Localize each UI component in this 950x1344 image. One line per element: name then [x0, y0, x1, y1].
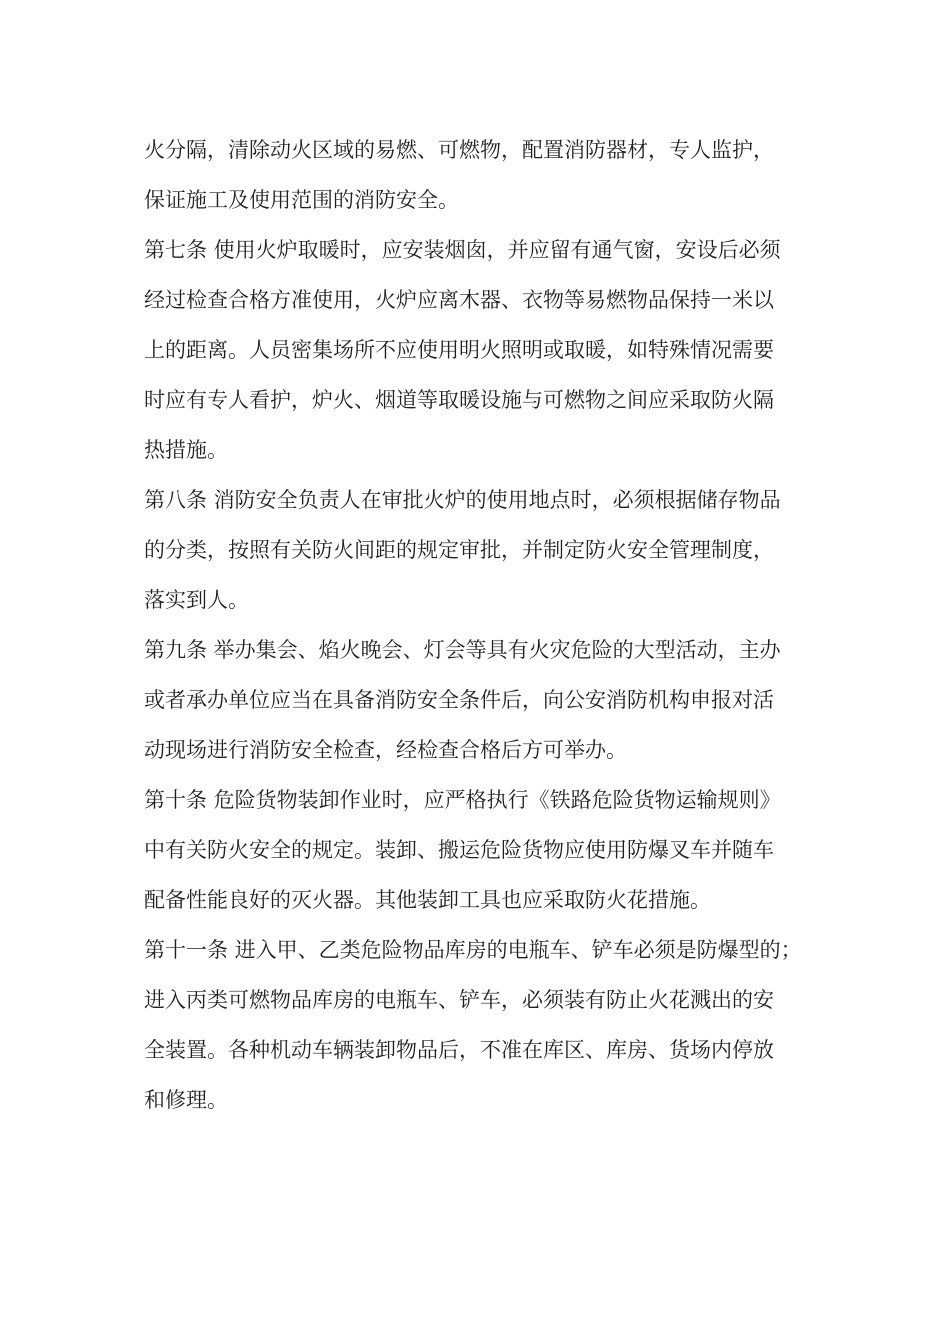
text-line: 热措施。 [144, 438, 228, 462]
text-line: 的分类，按照有关防火间距的规定审批，并制定防火安全管理制度， [144, 538, 774, 562]
text-line: 动现场进行消防安全检查，经检查合格后方可举办。 [144, 738, 627, 762]
text-line: 第八条 消防安全负责人在审批火炉的使用地点时，必须根据储存物品 [144, 488, 781, 512]
text-line: 时应有专人看护，炉火、烟道等取暖设施与可燃物之间应采取防火隔 [144, 388, 774, 412]
text-line: 落实到人。 [144, 588, 249, 612]
text-line: 经过检查合格方准使用，火炉应离木器、衣物等易燃物品保持一米以 [144, 288, 774, 312]
text-line: 第七条 使用火炉取暖时，应安装烟囱，并应留有通气窗，安设后必须 [144, 238, 781, 262]
text-line: 或者承办单位应当在具备消防安全条件后，向公安消防机构申报对活 [144, 688, 774, 712]
text-line: 第十条 危险货物装卸作业时，应严格执行《铁路危险货物运输规则》 [144, 788, 781, 812]
text-line: 第十一条 进入甲、乙类危险物品库房的电瓶车、铲车必须是防爆型的； [144, 938, 802, 962]
text-line: 全装置。各种机动车辆装卸物品后，不准在库区、库房、货场内停放 [144, 1038, 774, 1062]
text-line: 火分隔，清除动火区域的易燃、可燃物，配置消防器材，专人监护， [144, 138, 774, 162]
text-line: 进入丙类可燃物品库房的电瓶车、铲车，必须装有防止火花溅出的安 [144, 988, 774, 1012]
text-line: 保证施工及使用范围的消防安全。 [144, 188, 459, 212]
text-line: 和修理。 [144, 1088, 228, 1112]
text-line: 第九条 举办集会、焰火晚会、灯会等具有火灾危险的大型活动，主办 [144, 638, 781, 662]
text-line: 配备性能良好的灭火器。其他装卸工具也应采取防火花措施。 [144, 888, 711, 912]
text-line: 中有关防火安全的规定。装卸、搬运危险货物应使用防爆叉车并随车 [144, 838, 774, 862]
text-line: 上的距离。人员密集场所不应使用明火照明或取暖，如特殊情况需要 [144, 338, 774, 362]
